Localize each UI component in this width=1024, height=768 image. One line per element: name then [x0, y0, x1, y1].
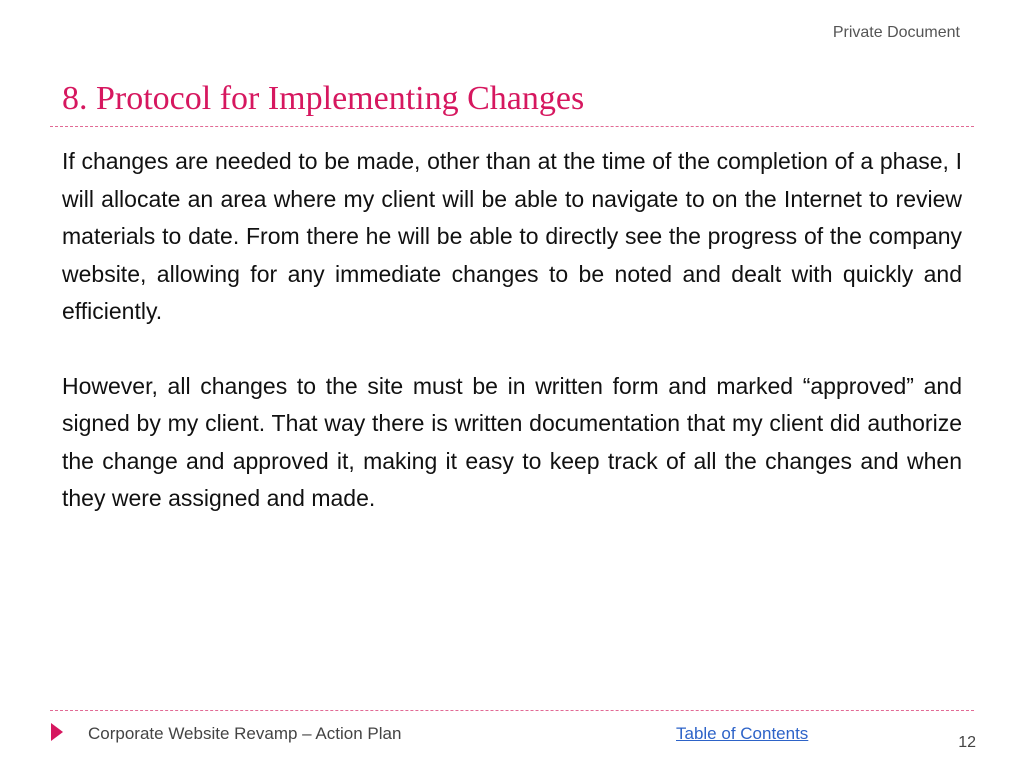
footer-presentation-title: Corporate Website Revamp – Action Plan	[88, 724, 402, 743]
table-of-contents-link[interactable]: Table of Contents	[676, 724, 809, 743]
title-divider	[50, 126, 974, 127]
body-paragraph-2: However, all changes to the site must be in written form and marked “approved” and signed by my client. That way there is written documentation that my client did authorize the change and approved it, making it easy to keep track of all the changes and when they were assigned and made.	[62, 372, 962, 511]
slide-body	[62, 143, 962, 555]
page-number: 12	[958, 734, 976, 751]
slide-title: 8. Protocol for Implementing Changes	[62, 80, 585, 117]
footer-divider	[50, 710, 974, 711]
triangle-right-icon	[51, 723, 63, 741]
private-document-label: Private Document	[832, 24, 960, 41]
body-paragraph-1: If changes are needed to be made, other than at the time of the completion of a phase, I will allocate an area where my client will be able to navigate to on the Internet to review materials to date. From there he will be able to directly see the progress of the company website, allowing for any immediate changes to be noted and dealt with quickly and efficiently.	[62, 148, 962, 324]
